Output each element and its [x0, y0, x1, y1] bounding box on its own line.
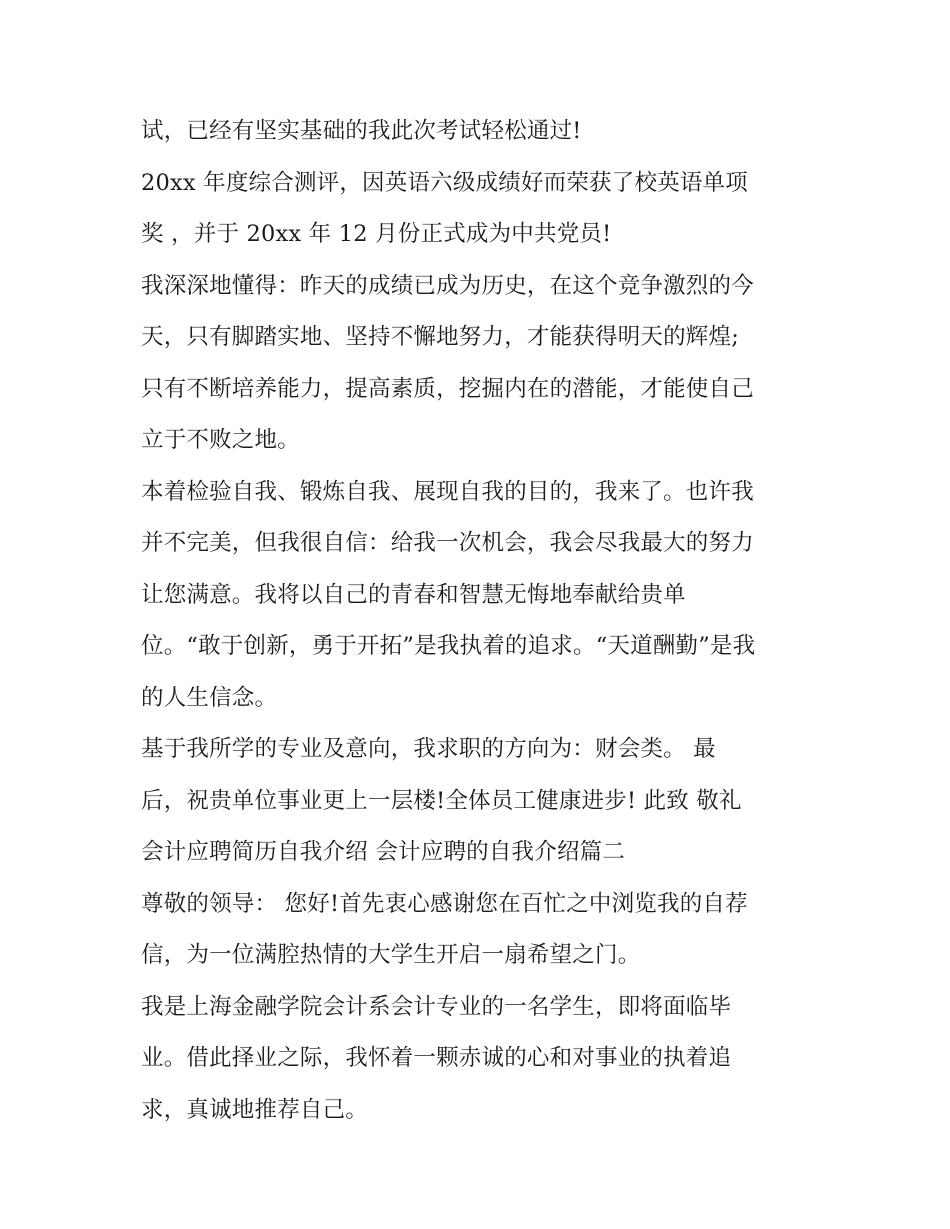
text-line: 试，已经有坚实基础的我此次考试轻松通过! [141, 118, 582, 144]
text-line: 基于我所学的专业及意向，我求职的方向为：财会类。 最 [141, 736, 716, 762]
section-heading: 会计应聘简历自我介绍 会计应聘的自我介绍篇二 [141, 839, 626, 865]
text-line: 并不完美，但我很自信：给我一次机会，我会尽我最大的努力 [141, 530, 754, 556]
text-line: 奖 ，并于 20xx 年 12 月份正式成为中共党员! [141, 221, 612, 247]
text-line: 让您满意。我将以自己的青春和智慧无悔地奉献给贵单 [141, 581, 686, 608]
text-line: 尊敬的领导： 您好!首先衷心感谢您在百忙之中浏览我的自荐 [141, 890, 748, 917]
text-line: 本着检验自我、锻炼自我、展现自我的目的，我来了。也许我 [141, 478, 754, 505]
text-line: 信，为一位满腔热情的大学生开启一扇希望之门。 [141, 942, 641, 968]
text-line: 我是上海金融学院会计系会计专业的一名学生，即将面临毕 [141, 993, 732, 1020]
text-line: 立于不败之地。 [141, 427, 300, 453]
text-line: 我深深地懂得：昨天的成绩已成为历史，在这个竞争激烈的今 [141, 272, 754, 299]
text-line: 后，祝贵单位事业更上一层楼!全体员工健康进步! 此致 敬礼 [141, 787, 742, 814]
text-line: 求，真诚地推荐自己。 [141, 1096, 369, 1123]
text-line: 天，只有脚踏实地、坚持不懈地努力，才能获得明天的辉煌; [141, 324, 739, 350]
text-line: 只有不断培养能力，提高素质，挖掘内在的潜能，才能使自己 [141, 375, 754, 402]
text-line: 20xx 年度综合测评，因英语六级成绩好而荣获了校英语单项 [141, 169, 748, 196]
text-line: 位。“敢于创新，勇于开拓”是我执着的追求。“天道酬勤”是我 [141, 633, 756, 659]
text-line: 的人生信念。 [141, 684, 278, 711]
document-body [141, 106, 821, 1136]
text-line: 业。借此择业之际，我怀着一颗赤诚的心和对事业的执着追 [141, 1045, 732, 1071]
